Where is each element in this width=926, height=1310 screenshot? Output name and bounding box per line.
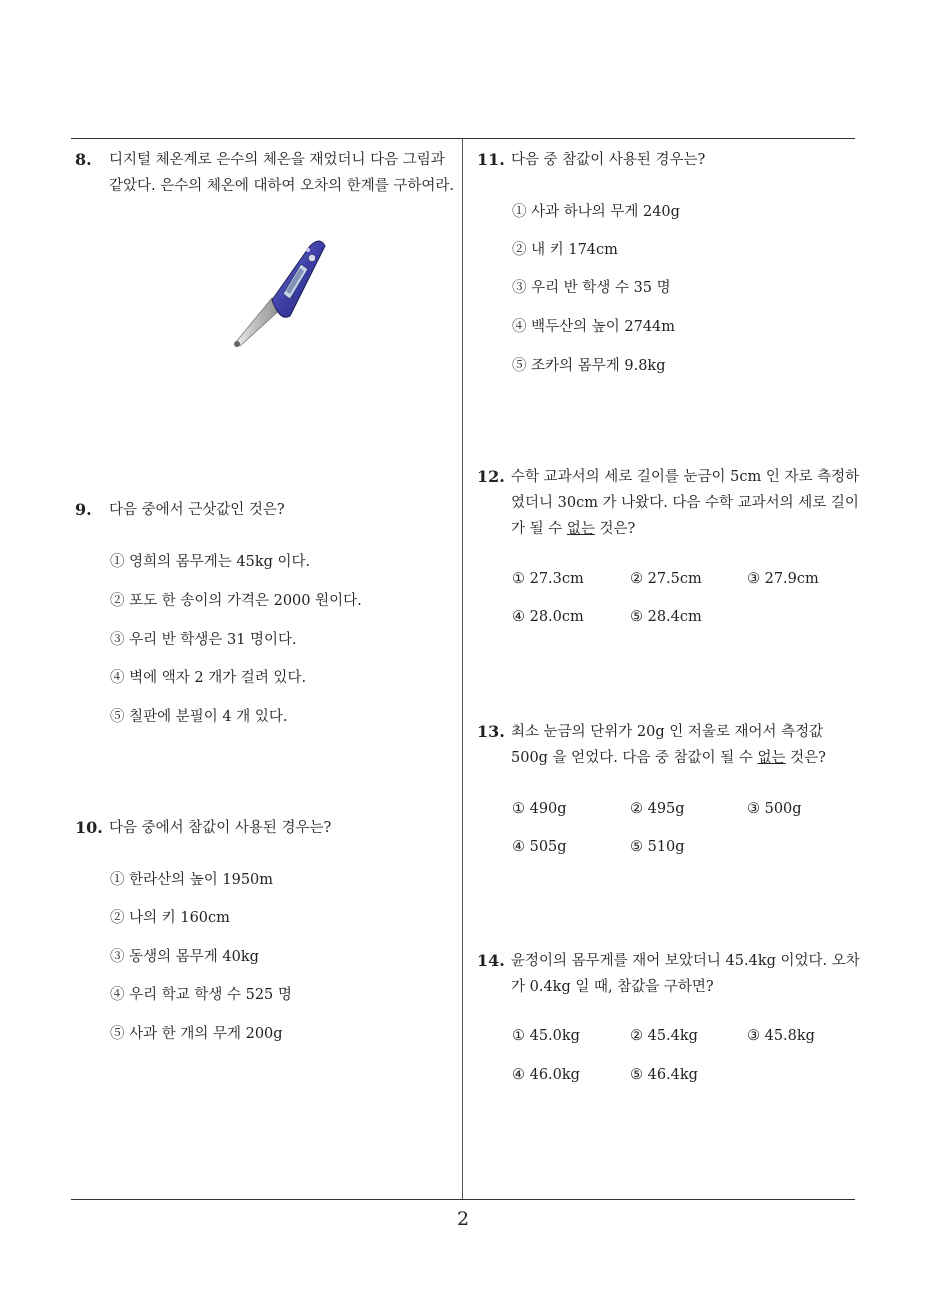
choice-3[interactable]: ③ 우리 반 학생은 31 명이다. [110,632,297,648]
question-number: 11. [477,150,505,169]
choice-5[interactable]: ⑤ 46.4kg [630,1067,698,1083]
choice-4[interactable]: ④ 우리 학교 학생 수 525 명 [110,987,292,1003]
question-text [511,719,862,771]
choice-1[interactable]: ① 490g [512,801,567,817]
choice-2[interactable]: ② 포도 한 송이의 가격은 2000 원이다. [110,593,362,609]
choice-3[interactable]: ③ 45.8kg [747,1028,815,1044]
question-8 [75,147,460,199]
column-divider [462,139,463,1199]
question-text-part: 수학 교과서의 세로 길이를 눈금이 5cm 인 자로 측정하였더니 30cm 가 나왔다. 다음 수학 교과서의 세로 길이가 될 수 [511,469,860,537]
choice-2[interactable]: ② 내 키 174cm [512,242,618,258]
question-14 [477,948,862,1000]
choice-1[interactable]: ① 사과 하나의 무게 240g [512,204,680,220]
question-text-part: 것은? [785,750,826,766]
question-number: 12. [477,467,505,486]
question-9 [75,497,460,523]
choice-5[interactable]: ⑤ 510g [630,839,685,855]
question-number: 14. [477,951,505,970]
choice-3[interactable]: ③ 27.9cm [747,571,819,587]
question-text: 디지털 체온계로 은수의 체온을 재었더니 다음 그림과 같았다. 은수의 체온에 대하여 오차의 한계를 구하여라. [109,152,455,194]
choice-5[interactable]: ⑤ 칠판에 분필이 4 개 있다. [110,709,288,725]
question-number: 8. [75,150,92,169]
choice-2[interactable]: ② 27.5cm [630,571,702,587]
choice-5[interactable]: ⑤ 조카의 몸무게 9.8kg [512,358,666,374]
bottom-rule [71,1199,855,1200]
question-10 [75,815,460,841]
choice-1[interactable]: ① 한라산의 높이 1950m [110,872,274,888]
choice-1[interactable]: ① 영희의 몸무게는 45kg 이다. [110,554,311,570]
choice-5[interactable]: ⑤ 28.4cm [630,609,702,625]
choice-1[interactable]: ① 45.0kg [512,1028,580,1044]
question-number: 13. [477,722,505,741]
underlined-keyword: 없는 [757,750,786,766]
underlined-keyword: 없는 [566,521,595,537]
choice-3[interactable]: ③ 동생의 몸무게 40kg [110,949,259,965]
question-text-part: 최소 눈금의 단위가 20g 인 저울로 재어서 측정값 500g 을 얻었다. 다음 중 참값이 될 수 [511,724,824,766]
question-13 [477,719,862,771]
choice-2[interactable]: ② 나의 키 160cm [110,910,230,926]
choice-4[interactable]: ④ 백두산의 높이 2744m [512,319,676,335]
digital-thermometer-image [228,236,333,351]
choice-1[interactable]: ① 27.3cm [512,571,584,587]
choice-4[interactable]: ④ 벽에 액자 2 개가 걸려 있다. [110,670,307,686]
question-text-part: 것은? [594,521,636,537]
choice-2[interactable]: ② 495g [630,801,685,817]
choice-4[interactable]: ④ 505g [512,839,567,855]
choice-4[interactable]: ④ 28.0cm [512,609,584,625]
choice-5[interactable]: ⑤ 사과 한 개의 무게 200g [110,1026,283,1042]
question-text: 다음 중 참값이 사용된 경우는? [511,152,706,168]
choice-2[interactable]: ② 45.4kg [630,1028,698,1044]
question-text [511,464,862,542]
choice-3[interactable]: ③ 우리 반 학생 수 35 명 [512,280,671,296]
question-text: 다음 중에서 근삿값인 것은? [109,502,285,518]
question-text: 윤정이의 몸무게를 재어 보았더니 45.4kg 이었다. 오차가 0.4kg 일 때, 참값을 구하면? [511,953,860,995]
question-12 [477,464,862,542]
top-rule [71,138,855,139]
question-number: 9. [75,500,92,519]
question-number: 10. [75,818,103,837]
choice-3[interactable]: ③ 500g [747,801,802,817]
question-11 [477,147,862,173]
choice-4[interactable]: ④ 46.0kg [512,1067,580,1083]
page-number: 2 [456,1208,470,1230]
question-text: 다음 중에서 참값이 사용된 경우는? [109,820,332,836]
